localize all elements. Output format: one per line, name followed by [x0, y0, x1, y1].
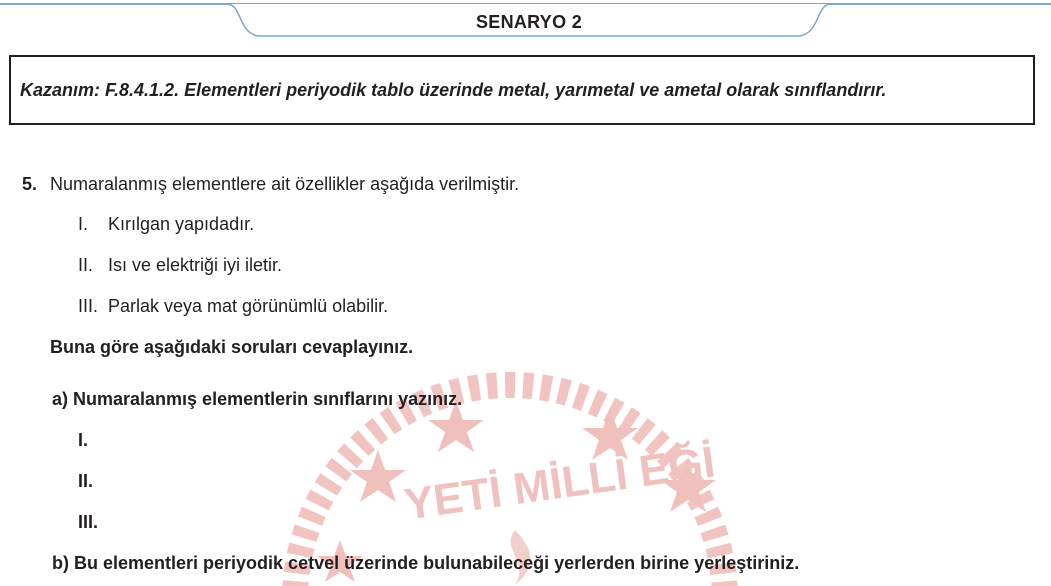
answer-numeral: I.: [78, 430, 89, 450]
answer-numeral: II.: [78, 471, 94, 491]
property-item: [78, 255, 282, 276]
part-a-label: a) Numaralanmış elementlerin sınıflarını yazınız.: [52, 389, 463, 409]
property-item: [78, 214, 254, 235]
property-numeral: I.: [78, 214, 89, 234]
property-text: Isı ve elektriği iyi iletir.: [108, 255, 283, 275]
watermark-text: YETİ MİLLİ EĞİ: [401, 437, 718, 530]
question-number: 5.: [22, 174, 38, 194]
question-stem-line: [22, 174, 519, 195]
property-numeral: II.: [78, 255, 94, 275]
part-b-label: b) Bu elementleri periyodik cetvel üzerinde bulunabileceği yerlerden birine yerleştiriniz.: [52, 553, 800, 573]
question-stem: Numaralanmış elementlere ait özellikler aşağıda verilmiştir.: [50, 174, 520, 194]
property-text: Kırılgan yapıdadır.: [108, 214, 255, 234]
property-item: [78, 296, 388, 317]
instruction-text: Buna göre aşağıdaki soruları cevaplayınız.: [50, 337, 414, 357]
property-text: Parlak veya mat görünümlü olabilir.: [108, 296, 389, 316]
scenario-title: SENARYO 2: [475, 12, 583, 32]
property-numeral: III.: [78, 296, 99, 316]
answer-numeral: III.: [78, 512, 99, 532]
learning-outcome-text: Kazanım: F.8.4.1.2. Elementleri periyodik tablo üzerinde metal, yarımetal ve ametal olarak sınıflandırır.: [20, 79, 887, 100]
